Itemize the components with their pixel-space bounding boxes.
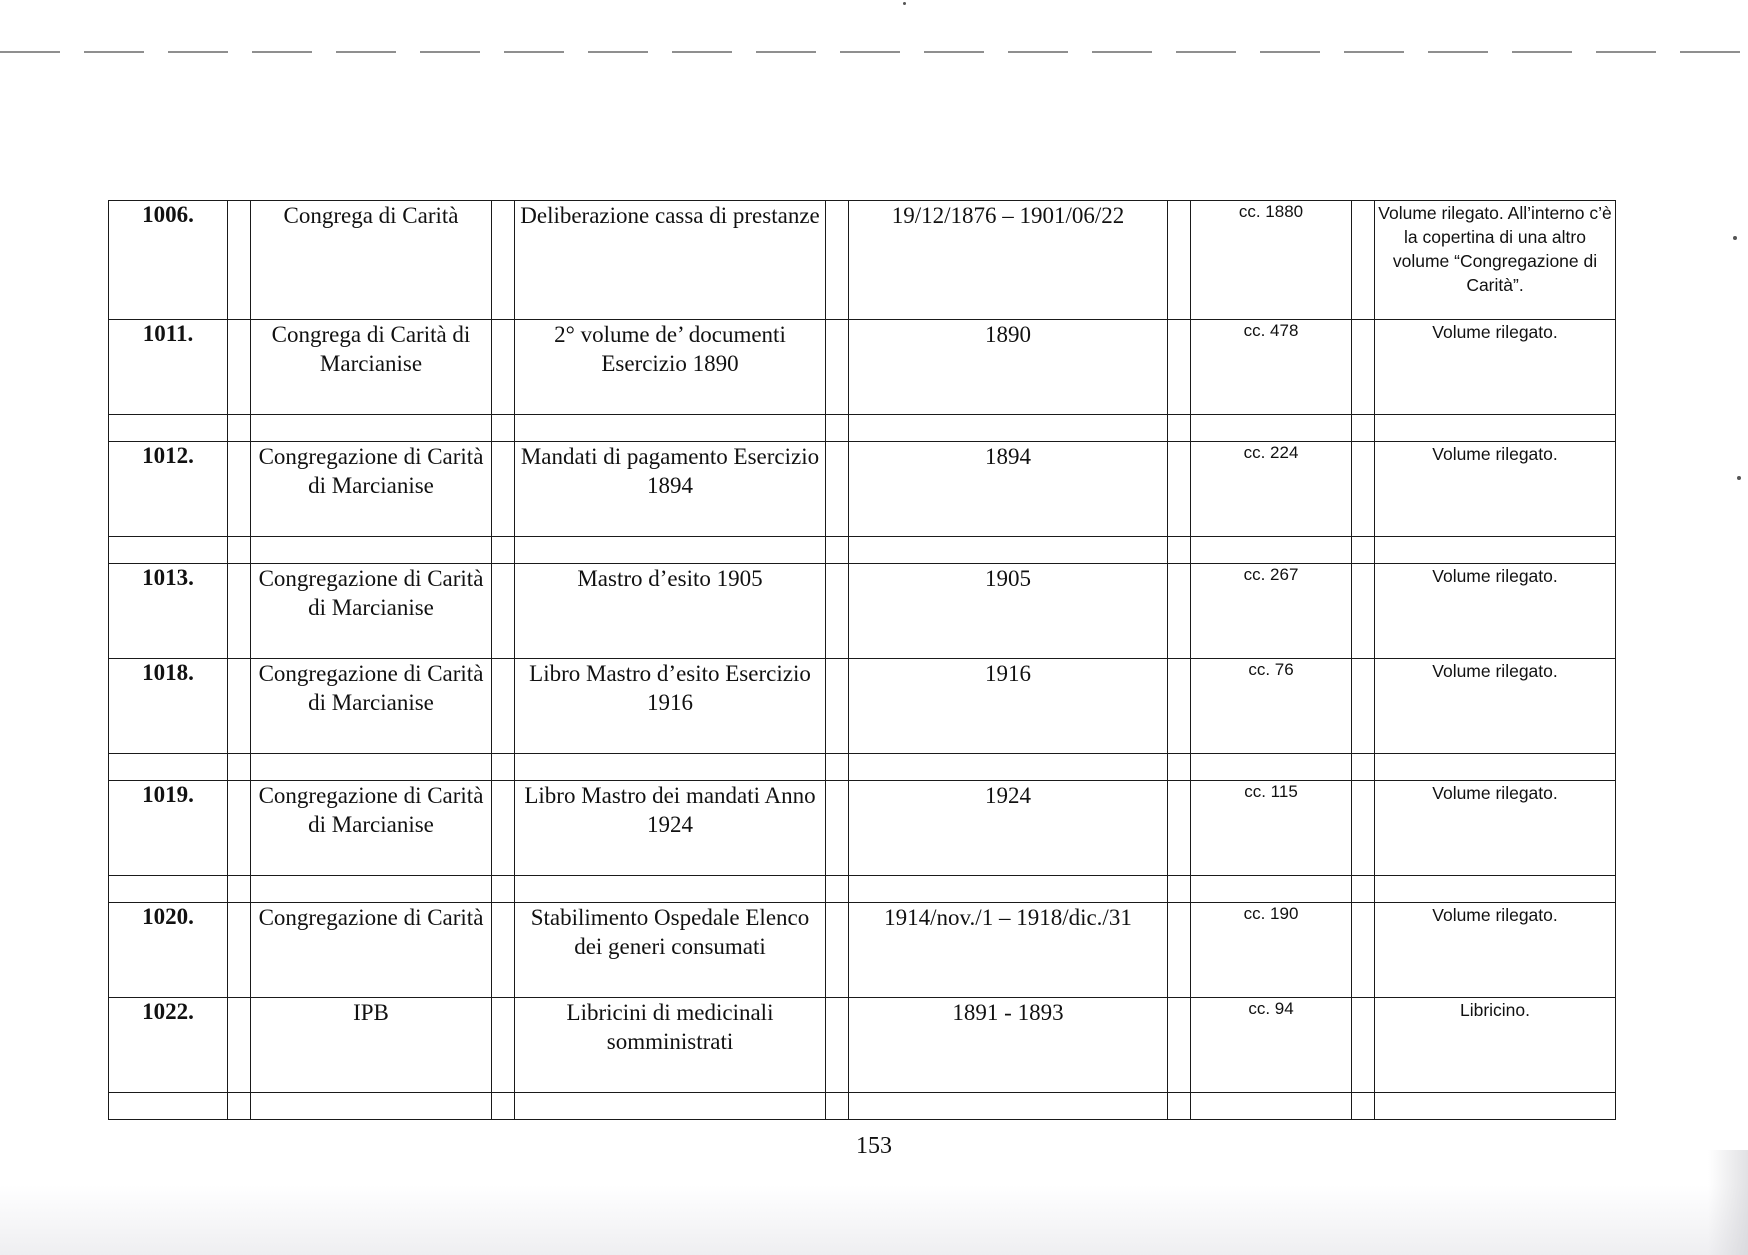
- column-separator: [228, 415, 251, 442]
- column-separator: [1352, 998, 1375, 1093]
- entry-dates: 1914/nov./1 – 1918/dic./31: [849, 903, 1168, 998]
- column-separator: [492, 781, 515, 876]
- table-row: [109, 903, 1616, 998]
- table-spacer-row: [109, 1093, 1616, 1120]
- column-separator: [228, 903, 251, 998]
- column-separator: [228, 201, 251, 320]
- spacer-cell: [109, 537, 228, 564]
- column-separator: [1352, 903, 1375, 998]
- entry-description: Libricini di medicinali somministrati: [515, 998, 826, 1093]
- entry-description: Deliberazione cassa di prestanze: [515, 201, 826, 320]
- column-separator: [492, 998, 515, 1093]
- spacer-cell: [849, 1093, 1168, 1120]
- spacer-cell: [515, 415, 826, 442]
- table-row: [109, 320, 1616, 415]
- entry-ente: Congregazione di Carità di Marcianise: [251, 659, 492, 754]
- entry-dates: 1924: [849, 781, 1168, 876]
- column-separator: [228, 564, 251, 659]
- entry-note: Volume rilegato.: [1375, 903, 1616, 998]
- column-separator: [1168, 415, 1191, 442]
- column-separator: [826, 537, 849, 564]
- entry-dates: 1890: [849, 320, 1168, 415]
- spacer-cell: [849, 415, 1168, 442]
- spacer-cell: [1191, 415, 1352, 442]
- entry-carte: cc. 478: [1191, 320, 1352, 415]
- entry-number: 1011.: [109, 320, 228, 415]
- spacer-cell: [515, 754, 826, 781]
- spacer-cell: [1191, 754, 1352, 781]
- table-row: [109, 998, 1616, 1093]
- entry-dates: 1905: [849, 564, 1168, 659]
- spacer-cell: [251, 415, 492, 442]
- entry-carte: cc. 267: [1191, 564, 1352, 659]
- entry-note: Volume rilegato.: [1375, 320, 1616, 415]
- column-separator: [228, 442, 251, 537]
- entry-number: 1006.: [109, 201, 228, 320]
- scan-header-dashed-line: [0, 51, 1748, 53]
- column-separator: [826, 903, 849, 998]
- entry-description: 2° volume de’ documenti Esercizio 1890: [515, 320, 826, 415]
- entry-dates: 1894: [849, 442, 1168, 537]
- spacer-cell: [849, 876, 1168, 903]
- column-separator: [1352, 781, 1375, 876]
- column-separator: [826, 754, 849, 781]
- entry-dates: 1891 - 1893: [849, 998, 1168, 1093]
- entry-number: 1012.: [109, 442, 228, 537]
- scan-speck: [903, 2, 906, 5]
- column-separator: [492, 415, 515, 442]
- table-row: [109, 201, 1616, 320]
- column-separator: [492, 659, 515, 754]
- spacer-cell: [251, 1093, 492, 1120]
- column-separator: [826, 320, 849, 415]
- spacer-cell: [849, 754, 1168, 781]
- column-separator: [1352, 537, 1375, 564]
- spacer-cell: [109, 754, 228, 781]
- column-separator: [1352, 415, 1375, 442]
- spacer-cell: [1191, 1093, 1352, 1120]
- page-number: 153: [856, 1133, 892, 1159]
- entry-carte: cc. 190: [1191, 903, 1352, 998]
- column-separator: [492, 564, 515, 659]
- column-separator: [1168, 781, 1191, 876]
- column-separator: [1352, 754, 1375, 781]
- scan-speck: [1737, 476, 1741, 480]
- column-separator: [1168, 320, 1191, 415]
- entry-number: 1018.: [109, 659, 228, 754]
- spacer-cell: [849, 537, 1168, 564]
- column-separator: [826, 442, 849, 537]
- entry-carte: cc. 94: [1191, 998, 1352, 1093]
- column-separator: [826, 781, 849, 876]
- column-separator: [228, 320, 251, 415]
- spacer-cell: [1191, 876, 1352, 903]
- entry-ente: Congregazione di Carità: [251, 903, 492, 998]
- entry-carte: cc. 76: [1191, 659, 1352, 754]
- entry-ente: Congrega di Carità: [251, 201, 492, 320]
- entry-carte: cc. 115: [1191, 781, 1352, 876]
- column-separator: [1168, 564, 1191, 659]
- column-separator: [1168, 998, 1191, 1093]
- column-separator: [492, 754, 515, 781]
- entry-ente: Congregazione di Carità di Marcianise: [251, 564, 492, 659]
- spacer-cell: [109, 876, 228, 903]
- column-separator: [492, 876, 515, 903]
- column-separator: [492, 903, 515, 998]
- column-separator: [228, 781, 251, 876]
- spacer-cell: [1375, 415, 1616, 442]
- spacer-cell: [251, 754, 492, 781]
- column-separator: [228, 659, 251, 754]
- column-separator: [492, 442, 515, 537]
- column-separator: [228, 537, 251, 564]
- entry-ente: Congrega di Carità di Marcianise: [251, 320, 492, 415]
- column-separator: [1168, 876, 1191, 903]
- column-separator: [1352, 201, 1375, 320]
- table-row: [109, 781, 1616, 876]
- column-separator: [228, 876, 251, 903]
- spacer-cell: [109, 1093, 228, 1120]
- spacer-cell: [1375, 1093, 1616, 1120]
- entry-carte: cc. 224: [1191, 442, 1352, 537]
- spacer-cell: [1375, 537, 1616, 564]
- column-separator: [1352, 659, 1375, 754]
- column-separator: [826, 659, 849, 754]
- column-separator: [826, 201, 849, 320]
- entry-note: Volume rilegato.: [1375, 781, 1616, 876]
- entry-number: 1013.: [109, 564, 228, 659]
- entry-note: Volume rilegato.: [1375, 564, 1616, 659]
- entry-description: Mastro d’esito 1905: [515, 564, 826, 659]
- entry-note: Volume rilegato.: [1375, 659, 1616, 754]
- table-spacer-row: [109, 754, 1616, 781]
- spacer-cell: [1375, 754, 1616, 781]
- column-separator: [228, 1093, 251, 1120]
- column-separator: [228, 998, 251, 1093]
- column-separator: [1168, 201, 1191, 320]
- column-separator: [1352, 1093, 1375, 1120]
- spacer-cell: [515, 537, 826, 564]
- column-separator: [1168, 903, 1191, 998]
- entry-description: Libro Mastro dei mandati Anno 1924: [515, 781, 826, 876]
- column-separator: [826, 1093, 849, 1120]
- scan-corner-shadow: [1708, 1150, 1748, 1255]
- entry-ente: IPB: [251, 998, 492, 1093]
- entry-description: Mandati di pagamento Esercizio 1894: [515, 442, 826, 537]
- spacer-cell: [515, 876, 826, 903]
- entry-dates: 1916: [849, 659, 1168, 754]
- column-separator: [1168, 537, 1191, 564]
- inventory-table: [108, 200, 1616, 1120]
- scan-speck: [1733, 236, 1737, 240]
- spacer-cell: [251, 537, 492, 564]
- column-separator: [492, 1093, 515, 1120]
- entry-description: Libro Mastro d’esito Esercizio 1916: [515, 659, 826, 754]
- table-spacer-row: [109, 415, 1616, 442]
- spacer-cell: [109, 415, 228, 442]
- column-separator: [492, 320, 515, 415]
- column-separator: [1168, 659, 1191, 754]
- spacer-cell: [515, 1093, 826, 1120]
- entry-number: 1020.: [109, 903, 228, 998]
- column-separator: [826, 564, 849, 659]
- table-spacer-row: [109, 537, 1616, 564]
- entry-carte: cc. 1880: [1191, 201, 1352, 320]
- spacer-cell: [1191, 537, 1352, 564]
- table-row: [109, 564, 1616, 659]
- entry-number: 1019.: [109, 781, 228, 876]
- column-separator: [1168, 754, 1191, 781]
- spacer-cell: [1375, 876, 1616, 903]
- spacer-cell: [251, 876, 492, 903]
- entry-dates: 19/12/1876 – 1901/06/22: [849, 201, 1168, 320]
- entry-note: Volume rilegato.: [1375, 442, 1616, 537]
- table-row: [109, 442, 1616, 537]
- column-separator: [1168, 442, 1191, 537]
- column-separator: [1352, 442, 1375, 537]
- entry-ente: Congregazione di Carità di Marcianise: [251, 442, 492, 537]
- entry-ente: Congregazione di Carità di Marcianise: [251, 781, 492, 876]
- entry-note: Libricino.: [1375, 998, 1616, 1093]
- table-spacer-row: [109, 876, 1616, 903]
- column-separator: [826, 876, 849, 903]
- entry-description: Stabilimento Ospedale Elenco dei generi consumati: [515, 903, 826, 998]
- column-separator: [1352, 320, 1375, 415]
- column-separator: [826, 415, 849, 442]
- scan-bottom-shadow: [0, 1185, 1748, 1255]
- column-separator: [492, 201, 515, 320]
- column-separator: [228, 754, 251, 781]
- column-separator: [1352, 876, 1375, 903]
- table-row: [109, 659, 1616, 754]
- column-separator: [492, 537, 515, 564]
- column-separator: [826, 998, 849, 1093]
- entry-note: Volume rilegato. All’interno c’è la copertina di una altro volume “Congregazione di Carità”.: [1375, 201, 1616, 320]
- column-separator: [1168, 1093, 1191, 1120]
- entry-number: 1022.: [109, 998, 228, 1093]
- column-separator: [1352, 564, 1375, 659]
